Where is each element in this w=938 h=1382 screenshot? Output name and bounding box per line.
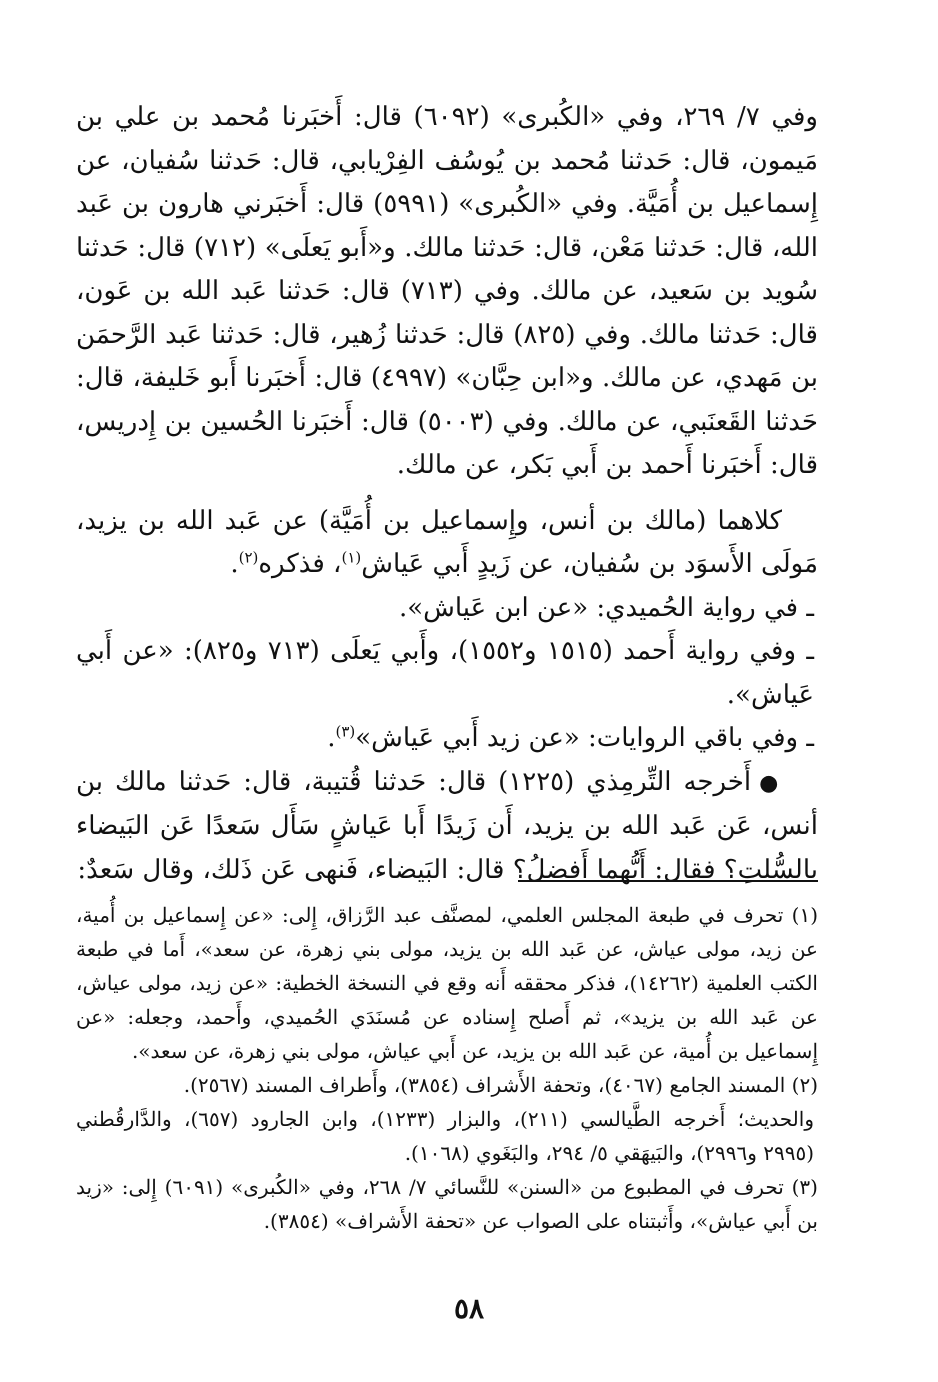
footnotes: [76, 898, 818, 1238]
footnote-ref-2: (٢): [238, 548, 259, 567]
paragraph-both-end: .: [230, 549, 239, 579]
footnote-3: (٣) تحرف في المطبوع من «السنن» للنَّسائي ٧/ ٢٦٨، وفي «الكُبرى» (٦٠٩١) إِلى: «زيد بن أَبي عياش»، وأَثبتناه على الصواب عن «تحفة الأَشراف» (٣٨٥٤).: [76, 1175, 818, 1233]
variant-others: [76, 717, 818, 761]
footnote-2: (٢) المسند الجامع (٤٠٦٧)، وتحفة الأَشراف (٣٨٥٤)، وأَطراف المسند (٢٥٦٧).: [183, 1073, 818, 1097]
paragraph-both-mid: ، فذكره: [258, 549, 342, 579]
paragraph-tirmidhi-text: أَخرجه التِّرمِذي (١٢٢٥) قال: حَدثنا قُتيبة، قال: حَدثنا مالك بن أنس، عَن عَبد الله بن يزيد، أَن زَيدًا أَبا عَياشٍ سَأَل سَعدًا عَن البَيضاء بالسُّلتِ؟ فقال: أَيُّهما أَفضلُ؟ قال: البَيضاء، فَنهى عَن ذَلك، وقال سَعدٌ:: [76, 766, 818, 885]
footnote-separator: [518, 880, 818, 882]
footnote-2-continued: والحديث؛ أَخرجه الطَّيالسي (٢١١)، والبزار (١٢٣٣)، وابن الجارود (٦٥٧)، والدَّارقُطني (٢٩٩٥ و٢٩٩٦)، والبَيهَقي ٥/ ٢٩٤، والبَغَوي (١٠٦٨).: [76, 1107, 814, 1165]
footnote-ref-1: (١): [341, 548, 362, 567]
variant-others-text: ـ وفي باقي الروايات: «عن زيد أَبي عَياش»: [355, 723, 814, 753]
page-number: ٥٨: [453, 1292, 485, 1325]
main-text: [76, 96, 818, 892]
footnote-ref-3: (٣): [335, 722, 356, 741]
paragraph-both-text: كلاهما (مالك بن أنس، وإِسماعيل بن أُمَيَّة) عن عَبد الله بن يزيد، مَولَى الأَسوَد بن سُفيان، عن زَيدٍ أَبي عَياش: [76, 505, 818, 579]
variant-ahmad: ـ وفي رواية أَحمد (١٥١٥ و١٥٥٢)، وأَبي يَعلَى (٧١٣ و٨٢٥): «عن أَبي عَياش».: [76, 636, 815, 710]
variant-humaidi: ـ في رواية الحُميدي: «عن ابن عَياش».: [398, 592, 814, 623]
variant-others-end: .: [327, 723, 336, 753]
paragraph-both: [76, 500, 818, 587]
paragraph-tirmidhi: [76, 761, 818, 893]
footnote-1: (١) تحرف في طبعة المجلس العلمي، لمصنَّف عبد الرَّزاق، إِلى: «عن إِسماعيل بن أُمية، عن زيد، مولى عياش، عن عَبد الله بن يزيد، مولى بني زهرة، عن سعد»، أَما في طبعة الكتب العلمية (١٤٢٦٢)، فذكر محققه أَنه وقع في النسخة الخطية: «عن زيد، مولى عياش، عن عَبد الله بن يزيد»، ثم أَصلح إِسناده عن مُسنَدَي الحُميدي، وأَحمد، وجعله: «عن إِسماعيل بن أُمية، عن عَبد الله بن يزيد، عن أَبي عياش، مولى بني زهرة، عن سعد».: [76, 903, 818, 1063]
paragraph-isnad: وفي ٧/ ٢٦٩، وفي «الكُبرى» (٦٠٩٢) قال: أَخبَرنا مُحمد بن علي بن مَيمون، قال: حَدثنا مُحمد بن يُوسُف الفِرْيابي، قال: حَدثنا سُفيان، عن إِسماعيل بن أُمَيَّة. وفي «الكُبرى» (٥٩٩١) قال: أَخبَرني هارون بن عَبد الله، قال: حَدثنا مَعْن، قال: حَدثنا مالك. و«أَبو يَعلَى» (٧١٢) قال: حَدثنا سُويد بن سَعيد، عن مالك. وفي (٧١٣) قال: حَدثنا عَبد الله بن عَون، قال: حَدثنا مالك. وفي (٨٢٥) قال: حَدثنا زُهير، قال: حَدثنا عَبد الرَّحمَن بن مَهدي، عن مالك. و«ابن حِبَّان» (٤٩٩٧) قال: أَخبَرنا أَبو خَليفة، قال: حَدثنا القَعنَبي، عن مالك. وفي (٥٠٠٣) قال: أَخبَرنا الحُسين بن إِدريس، قال: أَخبَرنا أَحمد بن أَبي بَكر، عن مالك.: [76, 102, 819, 480]
bullet-icon: ●: [759, 770, 782, 796]
